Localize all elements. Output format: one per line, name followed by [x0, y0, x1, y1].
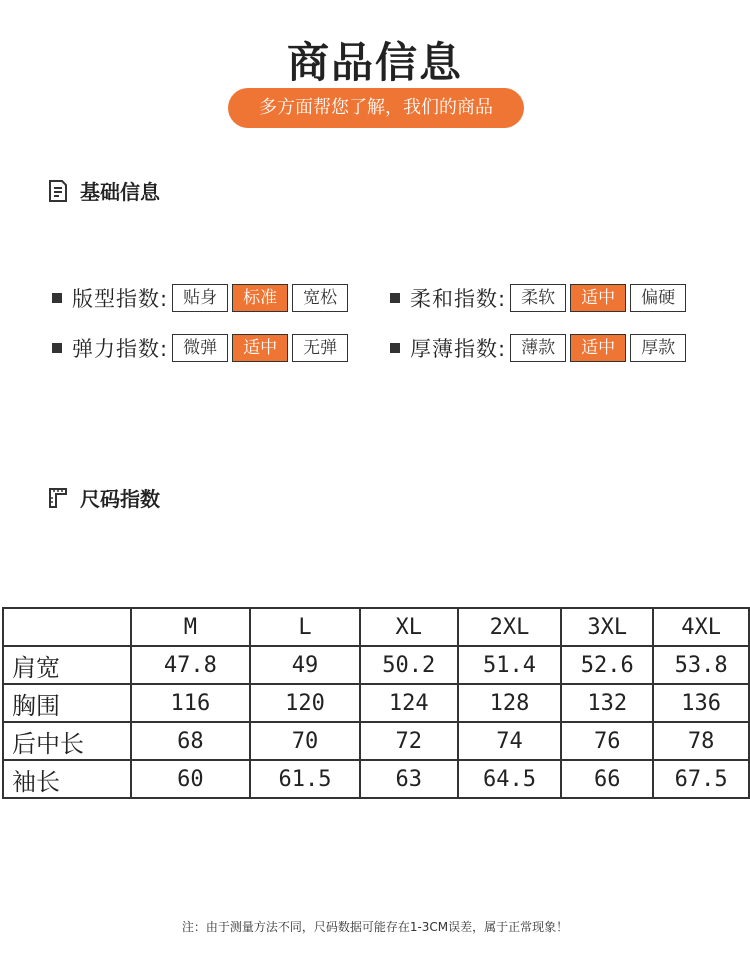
size-title: 尺码指数 — [80, 487, 160, 511]
index-label: 版型指数: — [72, 287, 169, 311]
table-cell: 50.2 — [360, 646, 458, 684]
basic-info-title: 基础信息 — [80, 180, 160, 204]
option-box: 偏硬 — [630, 284, 686, 312]
option-box: 柔软 — [510, 284, 566, 312]
subtitle-badge: 多方面帮您了解，我们的商品 — [228, 88, 524, 128]
table-cell: 78 — [653, 722, 749, 760]
table-cell: 61.5 — [250, 760, 360, 798]
row-label: 后中长 — [3, 722, 131, 760]
option-box-selected: 适中 — [570, 284, 626, 312]
table-header-cell: L — [250, 608, 360, 646]
table-cell: 124 — [360, 684, 458, 722]
index-label: 柔和指数: — [410, 287, 507, 311]
table-cell: 67.5 — [653, 760, 749, 798]
table-header-cell: 4XL — [653, 608, 749, 646]
option-box: 薄款 — [510, 334, 566, 362]
page-title: 商品信息 — [286, 38, 463, 87]
table-cell: 63 — [360, 760, 458, 798]
option-box-selected: 标准 — [232, 284, 288, 312]
table-cell: 52.6 — [561, 646, 653, 684]
row-label: 胸围 — [3, 684, 131, 722]
table-row — [3, 760, 749, 798]
table-header-cell: 2XL — [458, 608, 562, 646]
bullet — [52, 293, 62, 303]
table-header-cell: M — [131, 608, 251, 646]
table-header-cell: XL — [360, 608, 458, 646]
table-header-cell: 3XL — [561, 608, 653, 646]
table-cell: 76 — [561, 722, 653, 760]
index-label: 厚薄指数: — [410, 337, 507, 361]
table-cell: 74 — [458, 722, 562, 760]
size-table — [2, 607, 750, 799]
table-cell: 120 — [250, 684, 360, 722]
table-cell: 60 — [131, 760, 251, 798]
table-cell: 66 — [561, 760, 653, 798]
index-label: 弹力指数: — [72, 337, 169, 361]
table-cell: 136 — [653, 684, 749, 722]
bullet — [390, 343, 400, 353]
measurement-note: 注：由于测量方法不同，尺码数据可能存在1-3CM误差，属于正常现象！ — [181, 920, 569, 934]
ruler-icon — [48, 486, 68, 510]
table-cell: 116 — [131, 684, 251, 722]
bullet — [390, 293, 400, 303]
index-row-elasticity — [52, 333, 352, 363]
option-box-selected: 适中 — [232, 334, 288, 362]
table-cell: 47.8 — [131, 646, 251, 684]
table-cell: 64.5 — [458, 760, 562, 798]
table-cell: 49 — [250, 646, 360, 684]
option-box: 贴身 — [172, 284, 228, 312]
row-label: 肩宽 — [3, 646, 131, 684]
table-cell: 132 — [561, 684, 653, 722]
option-box: 无弹 — [292, 334, 348, 362]
table-cell: 72 — [360, 722, 458, 760]
option-box-selected: 适中 — [570, 334, 626, 362]
option-box: 微弹 — [172, 334, 228, 362]
table-header-row — [3, 608, 749, 646]
option-box: 厚款 — [630, 334, 686, 362]
index-row-softness — [390, 283, 690, 313]
table-cell: 53.8 — [653, 646, 749, 684]
table-cell: 68 — [131, 722, 251, 760]
table-cell: 70 — [250, 722, 360, 760]
table-row — [3, 722, 749, 760]
table-cell: 51.4 — [458, 646, 562, 684]
row-label: 袖长 — [3, 760, 131, 798]
basic-info-heading — [48, 176, 160, 205]
option-box: 宽松 — [292, 284, 348, 312]
table-row — [3, 684, 749, 722]
table-header-cell — [3, 608, 131, 646]
document-icon — [48, 179, 68, 203]
size-heading — [48, 483, 160, 512]
index-row-thickness — [390, 333, 690, 363]
index-row-fit — [52, 283, 352, 313]
bullet — [52, 343, 62, 353]
table-row — [3, 646, 749, 684]
table-cell: 128 — [458, 684, 562, 722]
